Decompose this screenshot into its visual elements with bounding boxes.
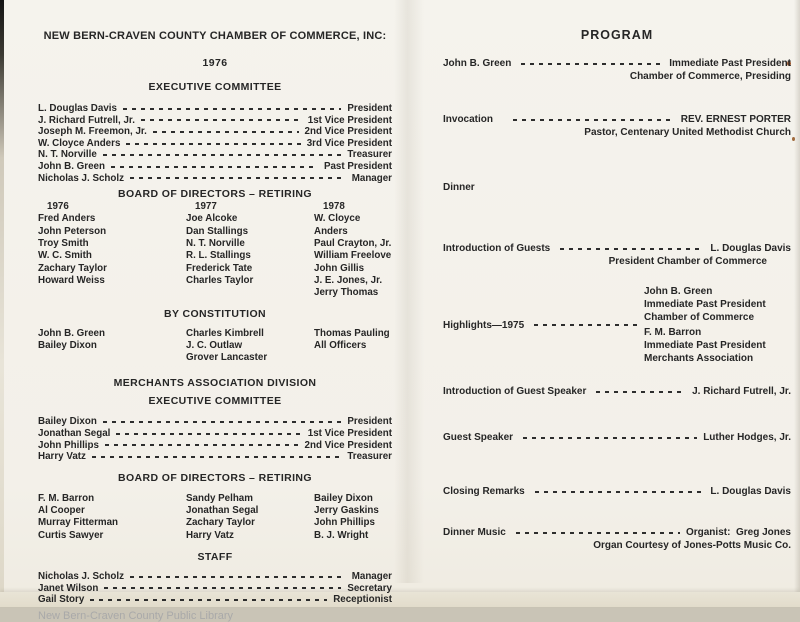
column-year: 1978 (323, 201, 345, 213)
exec-row (38, 416, 392, 428)
merchants-board-columns (38, 493, 392, 542)
highlights-line: Immediate Past President (644, 340, 766, 351)
director-name: J. E. Jones, Jr. (314, 274, 383, 286)
highlights-speakers-block (644, 285, 791, 365)
director-name: Bailey Dixon (314, 492, 373, 504)
merchants-exec-heading: EXECUTIVE COMMITTEE (148, 395, 282, 408)
director-name: F. M. Barron (38, 492, 95, 504)
constitution-column (314, 328, 392, 365)
program-item-name: Organist: Greg Jones (685, 527, 791, 538)
exec-row (38, 451, 392, 463)
dash-leader (123, 108, 341, 110)
column-year: 1976 (47, 201, 69, 213)
director-name: John Gillis (314, 262, 365, 274)
member-name: John Phillips (38, 439, 99, 451)
program-item-guest-speaker (443, 431, 791, 444)
merchants-division-heading: MERCHANTS ASSOCIATION DIVISION (113, 377, 317, 390)
member-name: Thomas Pauling (314, 327, 390, 339)
staff-row (38, 594, 392, 606)
exec-row (38, 126, 392, 138)
left-page (38, 30, 392, 622)
director-name: Charles Taylor (186, 274, 254, 286)
highlights-line: F. M. Barron (644, 327, 702, 338)
dash-leader (103, 154, 342, 156)
highlights-line: Chamber of Commerce (644, 312, 755, 323)
member-name: Gail Story (38, 594, 85, 606)
program-item-name: REV. ERNEST PORTER (680, 114, 791, 125)
director-name: John Peterson (38, 225, 107, 237)
member-title: 3rd Vice President (306, 137, 392, 149)
program-item-name: L. Douglas Davis (710, 243, 791, 254)
member-name: Harry Vatz (38, 451, 86, 463)
merchants-exec-list (38, 416, 392, 462)
member-name: L. Douglas Davis (38, 103, 117, 114)
member-name: Charles Kimbrell (186, 327, 264, 339)
member-title: President (347, 416, 392, 428)
director-name: Troy Smith (38, 238, 89, 250)
exec-row (38, 149, 392, 161)
scan-speck (792, 137, 795, 141)
dash-leader (141, 119, 302, 121)
dash-leader (103, 421, 342, 423)
member-name: All Officers (314, 339, 367, 351)
board-retiring-columns (38, 201, 392, 299)
program-item-subline: Organ Courtesy of Jones-Potts Music Co. (593, 540, 791, 551)
director-name: Dan Stallings (186, 225, 249, 237)
dash-leader (105, 444, 299, 446)
program-item-presiding (443, 57, 791, 83)
director-name: William Freelove (314, 250, 392, 262)
column-year: 1977 (195, 201, 217, 213)
member-name: Jonathan Segal (38, 428, 111, 440)
member-name: W. Cloyce Anders (38, 137, 121, 149)
director-name: Murray Fitterman (38, 517, 119, 529)
dash-leader (523, 437, 697, 439)
program-item-highlights (443, 285, 791, 365)
director-name: Harry Vatz (186, 529, 234, 541)
highlights-line: Immediate Past President (644, 299, 766, 310)
dash-leader (116, 433, 301, 435)
staff-row (38, 583, 392, 595)
member-title: Past President (323, 160, 392, 172)
program-item-dinner (443, 181, 791, 194)
director-name: W. C. Smith (38, 250, 92, 262)
program-item-name: Luther Hodges, Jr. (703, 432, 791, 443)
by-constitution-heading: BY CONSTITUTION (163, 307, 267, 320)
program-item-name: J. Richard Futrell, Jr. (692, 386, 791, 397)
program-item-dinner-music (443, 526, 791, 552)
program-item-intro-speaker (443, 385, 791, 398)
merchants-board-column (38, 493, 186, 542)
director-name: Joe Alcoke (186, 213, 238, 225)
dash-leader (130, 576, 346, 578)
exec-row (38, 138, 392, 150)
program-item-subline: President Chamber of Commerce (608, 256, 767, 267)
program-title: PROGRAM (580, 28, 654, 42)
director-name: W. Cloyce Anders (314, 213, 361, 237)
exec-row (38, 173, 392, 185)
dash-leader (513, 119, 675, 121)
board-column-1977 (186, 201, 314, 299)
dash-leader (596, 391, 686, 393)
board-column-1978 (314, 201, 392, 299)
member-title: Treasurer (347, 451, 392, 463)
program-item-intro-guests (443, 242, 791, 268)
highlights-line: John B. Green (644, 286, 713, 297)
program-item-subline: Chamber of Commerce, Presiding (629, 71, 791, 82)
exec-row (38, 115, 392, 127)
member-name: Grover Lancaster (186, 352, 268, 364)
dash-leader (153, 131, 299, 133)
director-name: N. T. Norville (186, 238, 245, 250)
member-name: Joseph M. Freemon, Jr. (38, 126, 147, 138)
staff-heading: STAFF (197, 550, 233, 563)
dash-leader (516, 532, 680, 534)
member-title: Secretary (347, 582, 392, 594)
director-name: Frederick Tate (186, 262, 253, 274)
exec-committee-heading: EXECUTIVE COMMITTEE (148, 81, 282, 93)
highlights-label-row (443, 319, 644, 332)
by-constitution-columns (38, 328, 392, 365)
program-item-label: Closing Remarks (443, 486, 525, 497)
staff-list (38, 571, 392, 606)
director-name: Zachary Taylor (186, 517, 255, 529)
constitution-column (186, 328, 314, 365)
merchants-board-column (314, 493, 392, 542)
staff-row (38, 571, 392, 583)
dash-leader (104, 587, 341, 589)
director-name: Howard Weiss (38, 274, 105, 286)
member-title: President (347, 103, 392, 114)
member-name: John B. Green (38, 160, 105, 172)
member-title: Treasurer (347, 149, 392, 161)
page-title: NEW BERN-CRAVEN COUNTY CHAMBER OF COMMERCE, INC: (43, 30, 387, 42)
member-title: 2nd Vice President (304, 439, 392, 451)
director-name: B. J. Wright (314, 529, 369, 541)
dash-leader (535, 491, 705, 493)
exec-row (38, 440, 392, 452)
member-name: John B. Green (38, 327, 105, 339)
program-item-label: Dinner (443, 182, 475, 193)
year-heading: 1976 (202, 57, 228, 69)
program-item-closing-remarks (443, 485, 791, 498)
constitution-column (38, 328, 186, 365)
program-item-label: Invocation (443, 114, 494, 125)
director-name: Curtis Sawyer (38, 529, 104, 541)
exec-row (38, 428, 392, 440)
program-item-label: Introduction of Guest Speaker (443, 386, 587, 397)
highlights-line: Merchants Association (644, 353, 754, 364)
board-retiring-heading: BOARD OF DIRECTORS – RETIRING (117, 188, 312, 201)
director-name: Zachary Taylor (38, 262, 107, 274)
member-title: 1st Vice President (307, 428, 392, 440)
member-name: J. Richard Futrell, Jr. (38, 114, 135, 126)
program-item-invocation (443, 113, 791, 139)
dash-leader (130, 177, 346, 179)
member-name: Nicholas J. Scholz (38, 570, 125, 582)
director-name: Jonathan Segal (186, 505, 259, 517)
director-name: R. L. Stallings (186, 250, 251, 262)
member-name: N. T. Norville (38, 149, 97, 161)
member-title: Manager (351, 570, 392, 582)
member-name: Bailey Dixon (38, 339, 97, 351)
director-name: Al Cooper (38, 505, 85, 517)
dash-leader (111, 166, 318, 168)
scan-right-edge (794, 0, 800, 607)
page-fold-gutter (394, 0, 424, 583)
board-column-1976 (38, 201, 186, 299)
dash-leader (126, 143, 300, 145)
member-title: Manager (351, 172, 392, 184)
program-item-subline: Pastor, Centenary United Methodist Church (584, 127, 791, 138)
member-title: 1st Vice President (307, 114, 392, 126)
member-name: Janet Wilson (38, 582, 99, 594)
merchants-board-heading: BOARD OF DIRECTORS – RETIRING (117, 471, 312, 484)
program-item-name: Immediate Past President (669, 58, 791, 69)
program-item-label: Introduction of Guests (443, 243, 551, 254)
director-name: Jerry Thomas (314, 287, 379, 299)
program-item-label: Highlights—1975 (443, 319, 525, 331)
right-page (443, 28, 791, 552)
exec-row (38, 161, 392, 173)
director-name: John Phillips (314, 517, 375, 529)
dash-leader (90, 599, 327, 601)
director-name: Sandy Pelham (186, 492, 253, 504)
program-item-name: L. Douglas Davis (710, 486, 791, 497)
director-name: Paul Crayton, Jr. (314, 238, 392, 250)
program-item-label: John B. Green (443, 58, 512, 69)
member-title: Receptionist (333, 594, 392, 606)
program-item-label: Dinner Music (443, 527, 506, 538)
exec-committee-list (38, 103, 392, 184)
member-title: 2nd Vice President (304, 126, 392, 138)
dash-leader (521, 63, 663, 65)
member-name: J. C. Outlaw (186, 339, 243, 351)
director-name: Jerry Gaskins (314, 505, 379, 517)
dash-leader (534, 324, 638, 326)
member-name: Bailey Dixon (38, 416, 97, 428)
member-name: Nicholas J. Scholz (38, 172, 125, 184)
exec-row (38, 103, 392, 115)
program-item-label: Guest Speaker (443, 432, 514, 443)
dash-leader (92, 456, 341, 458)
director-name: Fred Anders (38, 213, 96, 225)
scan-left-edge (0, 0, 4, 607)
merchants-board-column (186, 493, 314, 542)
dash-leader (560, 248, 704, 250)
library-watermark: New Bern-Craven County Public Library (38, 609, 234, 622)
